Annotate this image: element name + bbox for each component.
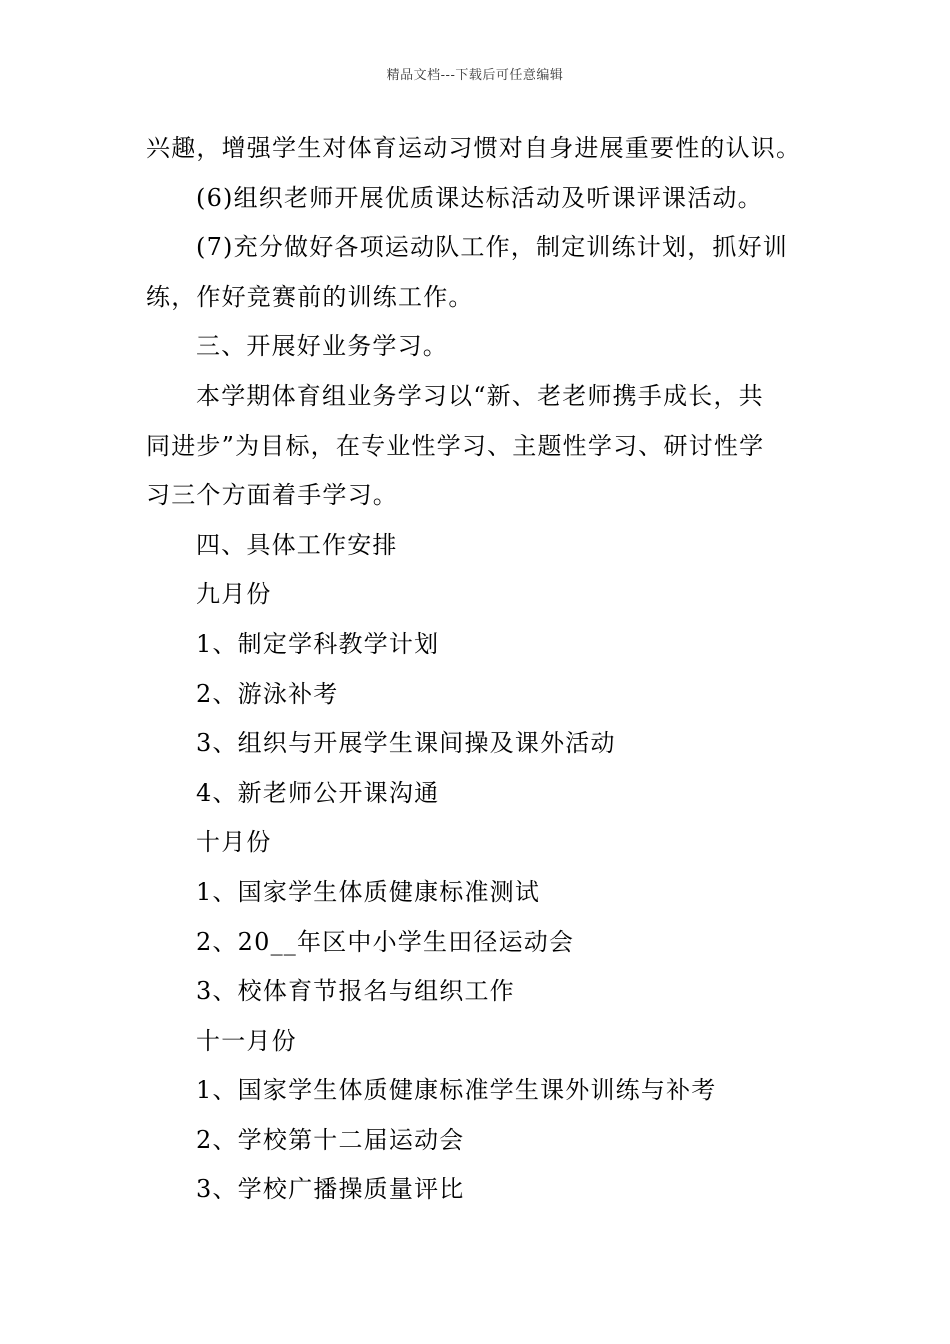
list-item: 1、制定学科教学计划: [196, 629, 440, 658]
list-item: (7)充分做好各项运动队工作，制定训练计划，抓好训: [196, 233, 788, 262]
paragraph-line: 练，作好竞赛前的训练工作。: [146, 282, 474, 311]
document-body: [146, 124, 811, 1215]
paragraph-line: 兴趣，增强学生对体育运动习惯对自身进展重要性的认识。: [146, 134, 802, 162]
list-item: (6)组织老师开展优质课达标活动及听课评课活动。: [196, 183, 763, 212]
section-heading: 四、具体工作安排: [196, 530, 398, 559]
list-item: 3、学校广播操质量评比: [196, 1175, 465, 1204]
month-heading: 十月份: [196, 828, 272, 857]
list-item: 1、国家学生体质健康标准测试: [196, 877, 541, 906]
list-item: 2、游泳补考: [196, 679, 339, 708]
list-item: 3、校体育节报名与组织工作: [196, 977, 515, 1006]
list-item: 2、学校第十二届运动会: [196, 1125, 465, 1154]
month-heading: 十一月份: [196, 1026, 297, 1055]
list-item: 4、新老师公开课沟通: [196, 778, 440, 807]
page-header: 精品文档---下载后可任意编辑: [386, 68, 564, 83]
paragraph-line: 本学期体育组业务学习以“新、老老师携手成长，共: [196, 381, 764, 410]
list-item: 1、国家学生体质健康标准学生课外训练与补考: [196, 1076, 717, 1105]
paragraph-line: 同进步”为目标，在专业性学习、主题性学习、研讨性学: [146, 431, 765, 460]
paragraph-line: 习三个方面着手学习。: [146, 481, 398, 510]
list-item: 3、组织与开展学生课间操及课外活动: [196, 729, 616, 758]
month-heading: 九月份: [196, 580, 272, 609]
list-item: 2、20__年区中小学生田径运动会: [196, 927, 575, 956]
section-heading: 三、开展好业务学习。: [196, 332, 448, 361]
